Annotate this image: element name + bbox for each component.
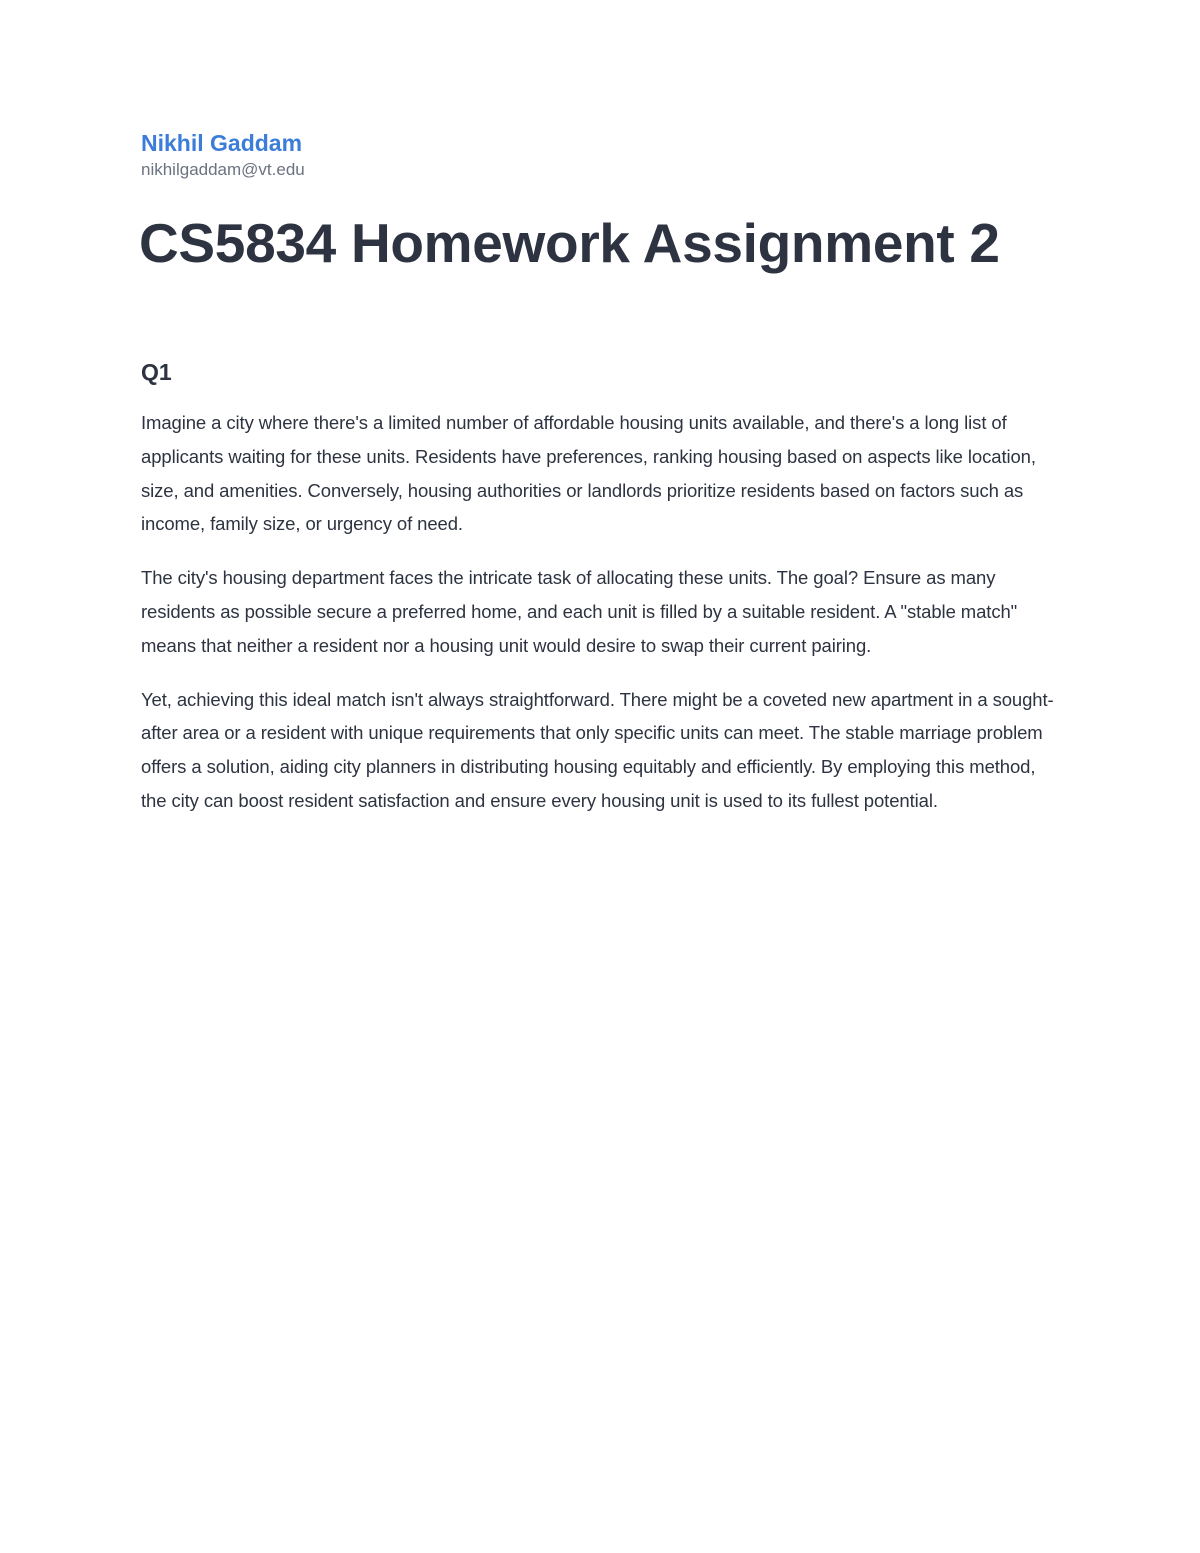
paragraph: Yet, achieving this ideal match isn't always straightforward. There might be a coveted new apartment in a sought-after area or a resident with unique requirements that only specific units can meet. The stable marriage problem offers a solution, aiding city planners in distributing housing equitably and efficiently. By employing this method, the city can boost resident satisfaction and ensure every housing unit is used to its fullest potential. [141, 688, 1054, 811]
page-title: CS5834 Homework Assignment 2 [139, 212, 1000, 274]
section-heading: Q1 [141, 359, 172, 385]
section-q1 [141, 357, 1061, 818]
author-email: nikhilgaddam@vt.edu [141, 160, 305, 179]
paragraph: Imagine a city where there's a limited number of affordable housing units available, and there's a long list of applicants waiting for these units. Residents have preferences, ranking housing based on aspects like location, size, and amenities. Conversely, housing authorities or landlords prioritize residents based on factors such as income, family size, or urgency of need. [141, 412, 1036, 535]
author-name: Nikhil Gaddam [141, 130, 303, 156]
document-content [141, 128, 1061, 818]
paragraph: The city's housing department faces the intricate task of allocating these units. The goal? Ensure as many residents as possible secure a preferred home, and each unit is filled by a suitable resident. A "stable match" means that neither a resident nor a housing unit would desire to swap their current pairing. [141, 567, 1018, 656]
